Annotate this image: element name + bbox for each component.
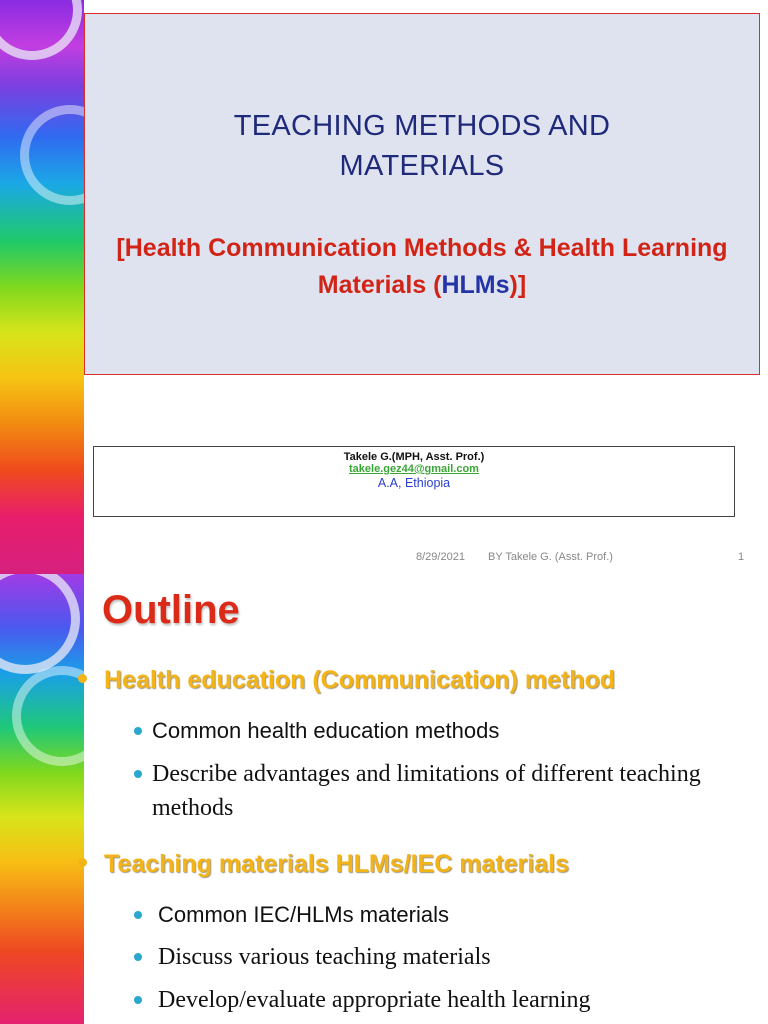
author-name: Takele G.(MPH, Asst. Prof.) <box>343 451 485 463</box>
outline-slide <box>0 574 768 1024</box>
footer-date: 8/29/2021 <box>416 551 465 563</box>
rainbow-sidebar <box>0 574 84 1024</box>
title-box <box>84 13 760 375</box>
list-item: Develop/evaluate appropriate health learning <box>158 983 758 1017</box>
list-item: Common IEC/HLMs materials <box>158 901 758 929</box>
bullet-icon <box>134 953 142 961</box>
subtitle-close: )] <box>509 271 527 299</box>
footer-page-number: 1 <box>738 551 745 563</box>
subtitle-abbreviation: HLMs <box>441 271 510 299</box>
outline-heading: Health education (Communication) method <box>104 666 615 695</box>
author-box <box>93 446 735 517</box>
list-item: Discuss various teaching materials <box>158 940 758 974</box>
subtitle-open-bracket: [ <box>116 234 125 262</box>
decorative-ring-icon <box>0 574 80 674</box>
bullet-icon <box>78 674 87 683</box>
bullet-icon <box>78 858 87 867</box>
bullet-icon <box>134 911 142 919</box>
bullet-icon <box>134 996 142 1004</box>
page-title: TEACHING METHODS AND MATERIALS <box>233 110 611 182</box>
outline-heading: Teaching materials HLMs/IEC materials <box>104 850 569 879</box>
subtitle-text: Health Communication Methods & Health Learning Materials ( <box>124 234 728 299</box>
author-email-link[interactable]: takele.gez44@gmail.com <box>349 463 479 475</box>
outline-title: Outline <box>102 588 240 632</box>
author-location: A.A, Ethiopia <box>377 476 451 490</box>
footer-byline: BY Takele G. (Asst. Prof.) <box>488 551 613 563</box>
bullet-icon <box>134 727 142 735</box>
decorative-ring-icon <box>12 666 112 766</box>
rainbow-sidebar <box>0 0 84 574</box>
bullet-icon <box>134 770 142 778</box>
decorative-ring-icon <box>0 0 82 60</box>
list-item: Describe advantages and limitations of different teaching methods <box>152 757 752 825</box>
list-item: Common health education methods <box>152 717 752 745</box>
subtitle <box>103 230 741 304</box>
